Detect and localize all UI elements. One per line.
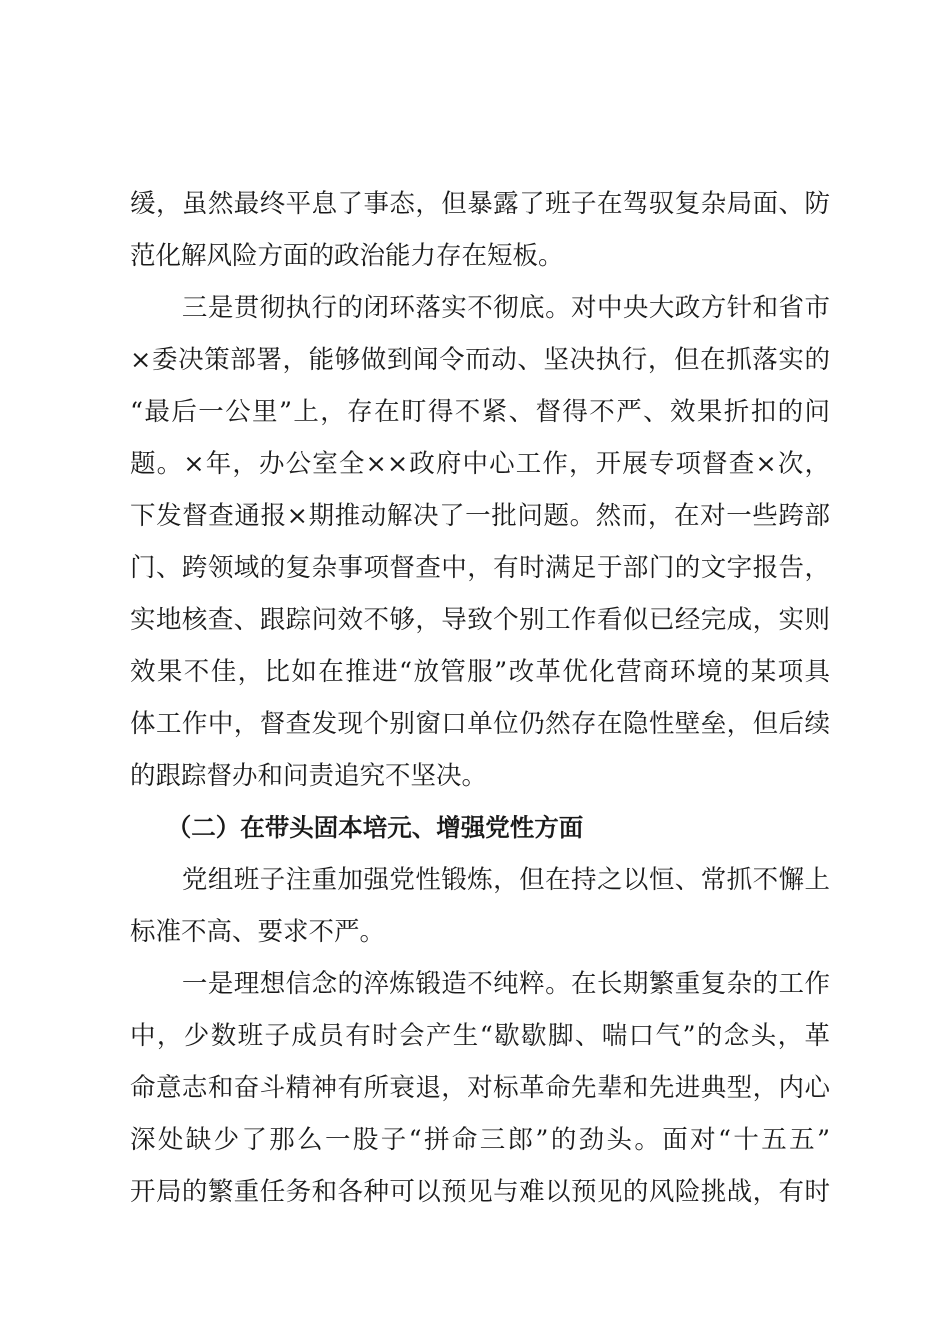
text-line: 体工作中，督查发现个别窗口单位仍然存在隐性壁垒，但后续 (130, 709, 830, 739)
text-line: 开局的繁重任务和各种可以预见与难以预见的风险挑战，有时 (130, 1177, 830, 1207)
text-line: 党组班子注重加强党性锻炼，但在持之以恒、常抓不懈上 (130, 865, 830, 895)
text-line: ×委决策部署，能够做到闻令而动、坚决执行，但在抓落实的 (130, 345, 830, 375)
text-line: 标准不高、要求不严。 (130, 917, 386, 947)
text-line: 效果不佳，比如在推进“放管服”改革优化营商环境的某项具 (130, 657, 830, 687)
text-line: “最后一公里”上，存在盯得不紧、督得不严、效果折扣的问 (130, 397, 830, 427)
text-line: 的跟踪督办和问责追究不坚决。 (130, 761, 488, 791)
section-heading: （二）在带头固本培元、增强党性方面 (130, 813, 584, 842)
text-line: 题。×年，办公室全××政府中心工作，开展专项督查×次， (130, 449, 830, 479)
text-line: 门、跨领域的复杂事项督查中，有时满足于部门的文字报告， (130, 553, 830, 583)
text-line: 中，少数班子成员有时会产生“歇歇脚、喘口气”的念头，革 (130, 1021, 830, 1051)
text-line: 命意志和奋斗精神有所衰退，对标革命先辈和先进典型，内心 (130, 1073, 830, 1103)
text-line: 深处缺少了那么一股子“拼命三郎”的劲头。面对“十五五” (130, 1125, 830, 1155)
text-line: 缓，虽然最终平息了事态，但暴露了班子在驾驭复杂局面、防 (130, 189, 830, 219)
text-line: 三是贯彻执行的闭环落实不彻底。对中央大政方针和省市 (130, 293, 830, 323)
text-line: 一是理想信念的淬炼锻造不纯粹。在长期繁重复杂的工作 (130, 969, 830, 999)
text-line: 范化解风险方面的政治能力存在短板。 (130, 241, 564, 271)
text-line: 实地核查、跟踪问效不够，导致个别工作看似已经完成，实则 (130, 605, 830, 635)
text-line: 下发督查通报×期推动解决了一批问题。然而，在对一些跨部 (130, 501, 830, 531)
